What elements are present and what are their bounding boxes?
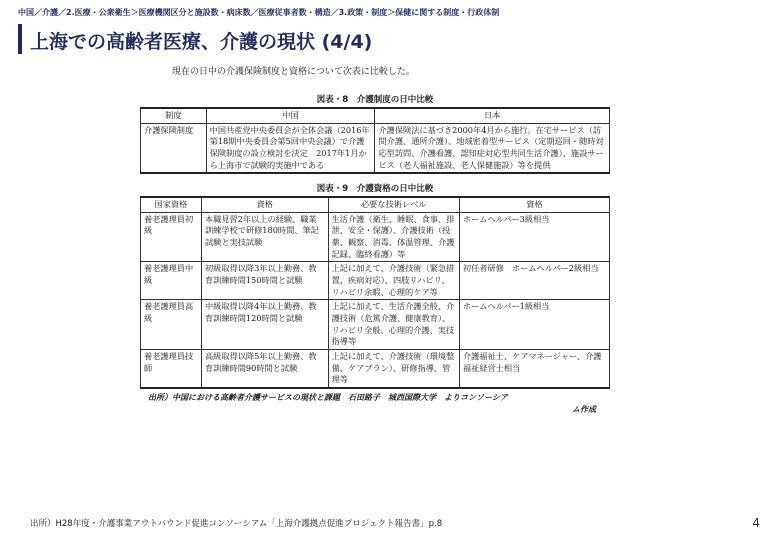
table-cell: 介護保険制度 <box>141 123 207 173</box>
table-cell: ホームヘルパー1級相当 <box>459 300 609 350</box>
table-cell: 養老護理員初級 <box>141 212 202 262</box>
care-system-table <box>140 107 610 174</box>
table-cell: 上記に加えて、生活介護全般、介護技術（危篤介護、健康教育）、リハビリ全般、心理的介護、実技指導等 <box>328 300 459 350</box>
table9-header: 国家資格 <box>141 197 202 212</box>
table-cell: 養老護理員高級 <box>141 300 202 350</box>
table-cell: 高級取得以降5年以上勤務、教育訓練時間90時間と試験 <box>201 349 328 387</box>
table-row <box>141 349 610 387</box>
table-row <box>141 262 610 300</box>
table8-header: 制度 <box>141 108 207 123</box>
table9-header: 必要な技術レベル <box>328 197 459 212</box>
table-cell: 上記に加えて、介護技術（緊急措置、疾病対応）、四肢リハビリ、リハビリ余暇、心理的ケア等 <box>328 262 459 300</box>
table-cell: 生活介護（衛生、睡眠、食事、排泄、安全・保護）、介護技術（投薬、観察、消毒、体温管理、介護記録、臨終看護）等 <box>328 212 459 262</box>
table-source-text: 出所）中国における高齢者介護サービスの現状と課題 石田路子 城西国際大学 よりコンソーシア <box>148 392 508 402</box>
table8-caption: 図表・8 介護制度の日中比較 <box>316 95 434 105</box>
table-cell: 中級取得以降4年以上勤務、教育訓練時間120時間と試験 <box>201 300 328 350</box>
breadcrumb: 中国／介護／2.医療・公衆衛生＞医療機関区分と施設数・病床数／医療従事者数・構造／3.政策・制度＞保健に関する制度・行政体制 <box>18 8 500 17</box>
table-cell: 介護保険法に基づき2000年4月から施行。在宅サービス（訪問介護、通所介護）、地域密着型サービス（定期巡回・随時対応型訪問、介護看護、認知症対応型共同生活介護）、施設サービス（老人福祉施設、老人保健施設）等を提供 <box>375 123 610 173</box>
table9-header: 資格 <box>459 197 609 212</box>
table8-header: 中国 <box>206 108 375 123</box>
table-cell: 中国共産党中央委員会が全体会議（2016年第18期中央委員会第5回中央会議）で介護保険制度の設立検討を決定 2017年1月から上海市で試験的実施中である <box>206 123 375 173</box>
page-number: 4 <box>752 516 760 530</box>
table-cell: 介護福祉士、ケアマネージャー、介護福祉経営士相当 <box>459 349 609 387</box>
footer-source: 出所）H28年度・介護事業アウトバウンド促進コンソーシアム「上海介護拠点促進プロジェクト報告書」p.8 <box>30 519 443 529</box>
table-source-tail: ム作成 <box>572 404 596 414</box>
table-cell: 本職見習2年以上の経験、職業訓練学校で研修180時間、筆記試験と実技試験 <box>201 212 328 262</box>
table-cell: 初任者研修 ホームヘルパー2級相当 <box>459 262 609 300</box>
table-cell: 初級取得以降3年以上勤務、教育訓練時間150時間と試験 <box>201 262 328 300</box>
table8-header: 日本 <box>375 108 610 123</box>
table-cell: 養老護理員中級 <box>141 262 202 300</box>
table9-header: 資格 <box>201 197 328 212</box>
table9-caption: 図表・9 介護資格の日中比較 <box>316 184 434 195</box>
table-row <box>141 123 610 173</box>
care-qualification-table <box>140 196 610 389</box>
intro-text: 現在の日中の介護保険制度と資格について次表に比較した。 <box>172 67 415 77</box>
table-cell: 養老護理員技師 <box>141 349 202 387</box>
table-row <box>141 300 610 350</box>
table-row <box>141 212 610 262</box>
table-cell: 上記に加えて、介護技術（環境整備、ケアプラン）、研修指導、管理等 <box>328 349 459 387</box>
document-image <box>140 64 610 416</box>
page-title: 上海での高齢者医療、介護の現状 (4/4) <box>30 31 373 53</box>
title-accent-bar <box>18 24 22 54</box>
table-cell: ホームヘルパー3級相当 <box>459 212 609 262</box>
table-source <box>140 392 610 416</box>
